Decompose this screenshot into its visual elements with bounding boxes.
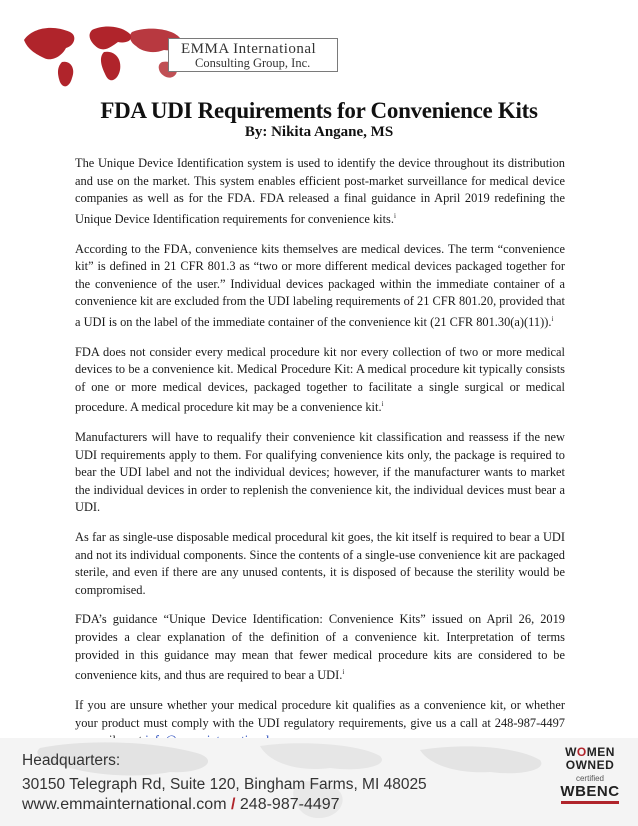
separator: / — [230, 796, 236, 813]
paragraph-3: FDA does not consider every medical procedure kit nor every collection of two or more medical devices to be a convenience kit. Medical Procedure Kit: A medical procedure kit typically consists of one or more medical devices, packaged together to facilitate a single surgical or medical procedure. A medical procedure kit may be a convenience kit.$^i$ — [75, 344, 565, 415]
article-byline: By: Nikita Angane, MS — [244, 124, 394, 140]
phone-number: 248-987-4497 — [239, 796, 340, 813]
headquarters-label: Headquarters: — [22, 752, 121, 769]
badge-owned-text: OWNED — [565, 758, 615, 772]
paragraph-1: The Unique Device Identification system is used to identify the device throughout its distribution and use on the market. This system enables efficient post-market surveillance for medical device companies as well as for the FDA. FDA released a final guidance in April 2019 redefining the Unique Device Identification requirements for convenience kits.$^i$ — [75, 156, 565, 226]
paragraph-5: As far as single-use disposable medical procedural kit goes, the kit itself is required to bear a UDI and not its individual components. Since the contents of a single-use convenience kit are packaged sterile, and even if there are any unused contents, it is disposed of because the sterility would be compromised. — [75, 530, 565, 597]
headquarters-address: 30150 Telegraph Rd, Suite 120, Bingham Farms, MI 48025 — [22, 776, 427, 793]
paragraph-4: Manufacturers will have to requalify their convenience kit classification and reassess if the new UDI requirements apply to them. For qualifying convenience kits only, the package is required to bear the UDI label and not the individual devices; however, if the manufacturer wants to market the individual devices in order to replenish the convenience kit, the individual devices must bear a UDI. — [75, 430, 565, 515]
company-name-box — [168, 38, 338, 72]
footnote-marker: i — [551, 314, 554, 323]
badge-certified-text: certified — [575, 774, 604, 783]
company-subname: Consulting Group, Inc. — [195, 56, 311, 70]
paragraph-7: If you are unsure whether your medical procedure kit qualifies as a convenience kit, or whether your product must comply with the UDI regulatory requirements, give us a call at 248-987-4497 — [75, 697, 565, 750]
contact-line — [22, 796, 340, 814]
footnote-marker: i — [342, 668, 345, 677]
badge-women-text: WOMEN — [565, 745, 615, 759]
company-name: EMMA International — [181, 41, 317, 57]
article-body — [75, 155, 565, 762]
website-link[interactable]: www.emmainternational.com — [22, 796, 227, 813]
footer — [0, 738, 638, 826]
paragraph-6: FDA’s guidance “Unique Device Identification: Convenience Kits” issued on April 26, 2019 provides a clear explanation of the definition of a convenience kit. Interpretation of terms provided in this guidance may mean that fewer medical procedure kits are considered to be convenience kits, and thus are required to bear a UDI.$^i$ — [75, 612, 565, 683]
wbenc-certification-badge — [555, 746, 625, 820]
badge-wbenc-text: WBENC — [560, 783, 620, 800]
badge-underline — [561, 801, 619, 804]
footnote-marker: i — [393, 211, 396, 220]
paragraph-2: According to the FDA, convenience kits themselves are medical devices. The term “convenience kit” is defined in 21 CFR 801.3 as “two or more different medical devices packaged together for the convenience of the user.” Individual devices packaged within the immediate container of a convenience kit are excluded from the UDI labeling requirements of 21 CFR 801.20, provided that a UDI is on the label of the immediate container of the convenience kit (21 CFR 801.30(a)(11)).$^i$ — [75, 241, 565, 329]
footnote-marker: i — [381, 400, 384, 409]
letterhead — [0, 0, 638, 95]
article-title: FDA UDI Requirements for Convenience Kits — [100, 98, 538, 123]
